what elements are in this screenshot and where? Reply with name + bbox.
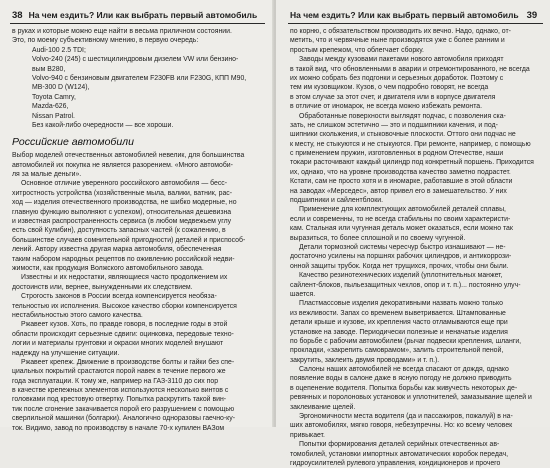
text-line: циальных покрытий срастаются порой навек в течение первого же [12, 368, 226, 376]
text-line: токари расточивают каждый цилиндр под конкретный поршень. Приходится [290, 159, 534, 167]
text-line: ток. Видимо, завод по производству в начале 70-х купилен ВАЗом [12, 424, 225, 432]
text-line: головками под крестовую отвертку. Попытка раскрутить такой вин- [12, 396, 227, 404]
text-line: зать, не слишком эстетично — это и подшипники качения, и под- [290, 121, 498, 129]
text-line: в этом случае за этот счет, и двигателя или в корпусе двигателя [290, 93, 496, 101]
text-line: Ржавеет крепеж. Движение в производстве болты и гайки без спе- [21, 358, 235, 366]
text-line: с применением пружин, изготовленных в родном Отечестве, наши [290, 150, 504, 158]
text-line: ревянных и поролоновых установок и уплотнителей, замазывание щелей и [290, 394, 532, 402]
text-line: лений. Автору известна другая марка автомобиля, обеспеченная [12, 246, 222, 254]
text-line: ших автомобилях, мягко говоря, небезупречны. Но: ко всему человек [290, 422, 513, 430]
text-line: в оцепенение водителя. Попытка борьбы как живучесть некоторых де- [290, 384, 518, 392]
text-line: Nissan Patrol. [32, 112, 75, 120]
text-line: томобилей, установки импортных автоматических коробок передач, [290, 450, 509, 458]
text-line: вым B280, [32, 65, 66, 73]
text-line: закрутить, заклеить двумя проводами» и т. п.). [290, 356, 440, 364]
text-line: их, однако, что на уровне производства качество заметно подрастет. [290, 168, 511, 176]
text-line: тем им кузовщиком. Кузов, о чем подробно говорят, не всегда [290, 84, 489, 92]
text-line: детали крыше и кузове, их крепления часто отламываются еще при [290, 319, 508, 327]
text-line: тик после сгонение закачивается порой его разрушением с помощью [12, 405, 235, 413]
text-line: тельностью их исполнения. Высокое качество сборки компенсируется [12, 302, 237, 310]
text-line: Это, по моему субъективному мнению, в первую очередь: [12, 37, 199, 45]
text-line: привыкает. [290, 431, 325, 439]
text-line: прокладки, «закрепить самоврамом», залить строительной пеной, [290, 347, 504, 355]
left-running-head-text: На чем ездить? Или как выбрать первый автомобиль [28, 10, 258, 20]
text-line: хитростность устройства (хозяйственные мыла, валики, ватник, рас- [12, 189, 233, 197]
text-line: из вежливости. Запах со временем выветривается. Штампованные [290, 309, 506, 317]
text-line: метить, что и червячные ныне производятся уже с более ранним и [290, 37, 505, 45]
text-line: есть свой Кулибин), доступность запасных частей (к сожалению, в [12, 227, 226, 235]
right-page [276, 0, 550, 467]
text-line: логии и материалы грунтовки и окраски многих моделей внушают [12, 340, 224, 348]
text-line: в отличие от иномарок, не всегда можно избежать ремонта. [290, 103, 483, 111]
text-line: заклеивание щелей. [290, 403, 356, 411]
text-line: Без какой-либо очередности — все хороши. [32, 121, 174, 129]
text-line: в качестве крепежных элементов используются несколько винтов с [12, 387, 229, 395]
text-line: подшипники и сайлентблоки. [290, 197, 384, 205]
text-line: если и современны, то не всегда стабильны по своим характеристи- [290, 215, 511, 223]
text-line: ля за малые деньги». [12, 171, 82, 179]
text-line: года эксплуатации. К тому же, например на ГАЗ-3110 до сих пор [12, 377, 219, 385]
text-line: Качество резинотехнических изделий (уплотнительных манжет, [299, 272, 503, 280]
text-line: Кстати, сам не просто хотя и в иномарке, работавшие в этой области [290, 178, 513, 186]
text-line: Volvo-240 (245) с шестицилиндровым дизелем VW или бензино- [32, 56, 239, 64]
left-header-rule [10, 23, 265, 24]
text-line: шается. [290, 290, 316, 298]
text-line: и известная распространенность сервиса (в любом медвежьем углу [12, 218, 232, 226]
text-line: в руках и которые можно еще найти в весьма приличном состоянии. [12, 28, 232, 35]
right-running-head-text: На чем ездить? Или как выбрать первый автомобиль [290, 10, 519, 20]
text-line: Эргономичности места водителя (да и пассажиров, пожалуй) в на- [299, 413, 513, 421]
text-line: области происходит серьезные сдвиги: оцинковка, передовые техно- [12, 330, 234, 338]
text-line: большинстве случаев сомнительной пригодности) деталей и приспособ- [12, 236, 246, 244]
text-line: Попытки формирования деталей серийных отечественных ав- [299, 441, 500, 449]
text-line: Выбор моделей отечественных автомобилей невелик, для большинства [12, 152, 245, 160]
text-line: Ржавеет кузов. Хоть, по правде говоря, в последние годы в этой [21, 321, 228, 329]
text-line: Основное отличие уверенного российского автомобиля — бесс- [21, 180, 228, 188]
text-line: Строгость законов в России всегда компенсируется необяза- [21, 293, 217, 301]
text-line: MB-300 D (W124), [32, 84, 90, 92]
text-line: достоинств или, вернее, вынужденными их следствием. [12, 283, 193, 291]
text-line: установке на заводе. Периодически полезные и неначатые изделия [290, 328, 508, 336]
text-line: на заводах «Мерседес», автор привел его в замешательство. У них [290, 187, 507, 195]
right-header-rule [288, 23, 543, 24]
text-line: достаточно усилены на поршнях рабочих цилиндров, и антикоррози- [290, 253, 512, 261]
text-line: сайлент-блоков, пыльезащитных чехлов, опор и т. п.)... постоянно улуч- [290, 281, 521, 289]
left-page [0, 0, 274, 432]
text-line: Audi-100 2.5 TDI; [32, 46, 86, 54]
text-line: Известны и их недостатки, являющиеся часто продолжением их [21, 274, 228, 282]
right-page-number: 39 [526, 10, 538, 21]
text-line: Mazda-626, [32, 103, 69, 111]
text-line: нестабильностью этого самого качества. [12, 311, 143, 319]
left-running-head [12, 10, 257, 21]
text-line: Салоны наших автомобилей не всегда спасают от дождя, однако [299, 366, 509, 374]
left-intro [12, 27, 264, 46]
text-line: появление воды в салоне даже в ясную погоду не должно приводить [290, 375, 512, 383]
right-running-head [290, 10, 537, 21]
text-line: кам. Стальная или чугунная деталь может оказаться, если можно так [290, 225, 513, 233]
text-line: по корню, с обязательством производить их вечно. Надо, однако, от- [290, 28, 511, 35]
text-line: Детали тормозной системы чересчур быстро изнашивают — не- [299, 243, 506, 251]
left-page-body [12, 27, 264, 433]
text-line: выразиться, то более сплошной и по своему чугунной. [290, 234, 466, 242]
text-line: онной защиты трубок. Когда нет трущихся, прочих, чтобы они были. [290, 262, 509, 270]
text-line: по борьбе с рабочим автомобилем (рычаг подвески крепления, шланги, [290, 337, 522, 345]
text-line: к месту, не стыкуются и не стыкуются. При ремонте, например, с помощью [290, 140, 531, 148]
text-line: Volvo-940 с бензиновым двигателем F230FB или F230G, КПП M90, [32, 74, 247, 82]
left-body-text [12, 151, 264, 433]
left-page-number: 38 [12, 10, 23, 21]
text-line: автомобилей их покупка не является разорением. «Много автомоби- [12, 161, 233, 169]
text-line: в такой вид, что обновленными в аварии и отремонтированного, не всегда [290, 65, 530, 73]
text-line: Заводы между кузовами пакетами нового автомобиля приходят [299, 56, 504, 64]
section-title: Российские автомобили [12, 136, 134, 149]
text-line: таким набором народных рецептов по оживлению российской недви- [12, 255, 235, 263]
text-line: гидроусилителей рулевого управления, кондиционеров и прочего [290, 459, 501, 467]
text-line: Применение для комплектующих автомобилей деталей сплавы, [299, 206, 506, 214]
text-line: главную функцию выполняют с успехом), относительная дешевизна [12, 208, 232, 216]
text-line: простым крепежом, что облегчает сборку. [290, 46, 424, 54]
right-page-body [290, 27, 542, 468]
text-line: надежду на улучшение ситуации. [12, 349, 120, 357]
text-line: Пластмассовые изделия декоративными назвать можно только [299, 300, 503, 308]
right-body-text [290, 27, 542, 468]
text-line: сверлильной машинки (болгарки). Аналогично одноразовы гаечно-ку- [12, 415, 236, 423]
text-line: шипники скольжения, и стыковочные плоскости. Оттого они подчас не [290, 131, 516, 139]
car-model-list [12, 46, 264, 131]
text-line: Toyota Camry, [32, 93, 76, 101]
text-line: жимости, как продукция Волжского автомобильного завода. [12, 264, 204, 272]
text-line: ход — изделия отечественного производства, не шибко модерные, но [12, 199, 237, 207]
text-line: их можно собрать без подгонки и серьезных доработок. Поэтому с [290, 74, 504, 82]
text-line: Обработанные поверхности выглядят подчас, с позволения ска- [299, 112, 506, 120]
